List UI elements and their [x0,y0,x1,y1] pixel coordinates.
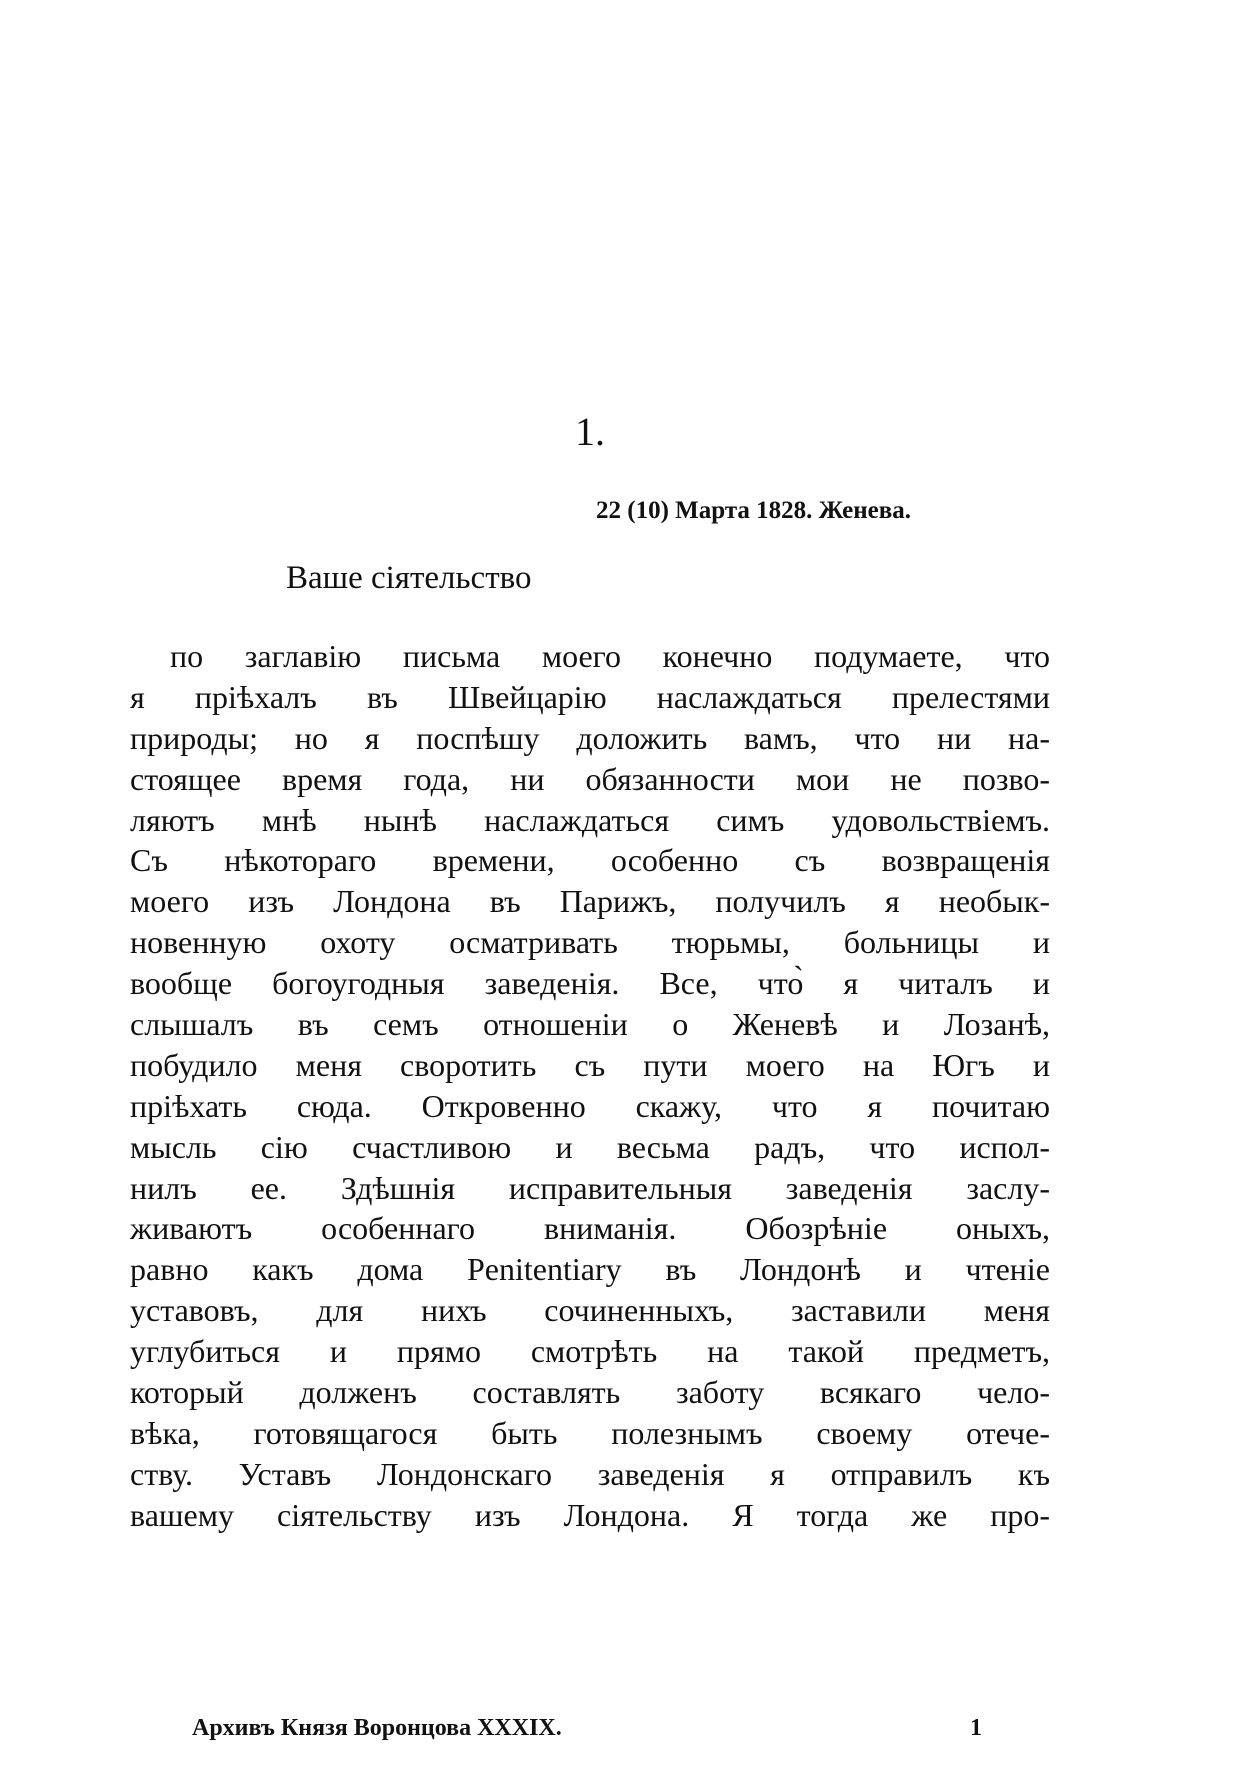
body-line: который долженъ составлять заботу всякаго чело- [130,1374,1050,1411]
body-line: слышалъ въ семъ отношеніи о Женевѣ и Лозанѣ, [130,1006,1050,1043]
body-line: ству. Уставъ Лондонскаго заведенія я отправилъ къ [130,1455,1050,1492]
body-line: вѣка, готовящагося быть полезнымъ своему отече- [130,1414,1050,1451]
body-line: по заглавію письма моего конечно подумаете, что [170,638,1050,674]
letter-salutation: Ваше сіятельство [286,560,532,596]
body-line: равно какъ дома Penitentiary въ Лондонѣ и чтеніе [130,1251,1050,1288]
footer-title: Архивъ Князя Воронцова XXXIX. [192,1715,562,1741]
footer-signature-mark: 1 [970,1715,982,1741]
body-line: углубиться и прямо смотрѣть на такой предметъ, [130,1333,1050,1370]
body-line: новенную охоту осматривать тюрьмы, больницы и [130,924,1050,961]
body-line: вашему сіятельству изъ Лондона. Я тогда же про- [130,1496,1050,1533]
letter-body [130,636,1050,1536]
body-line: побудило меня своротить съ пути моего на Югъ и [130,1046,1050,1083]
body-line: вообще богоугодныя заведенія. Все, что̀ я читалъ и [130,965,1050,1002]
body-line: природы; но я поспѣшу доложить вамъ, что ни на- [130,719,1050,756]
body-line: я пріѣхалъ въ Швейцарію наслаждаться прелестями [130,678,1050,715]
body-line: стоящее время года, ни обязанности мои не позво- [130,760,1050,797]
body-line: живаютъ особеннаго вниманія. Обозрѣніе оныхъ, [130,1210,1050,1247]
body-line: мысль сію счастливою и весьма радъ, что испол- [130,1128,1050,1165]
letter-dateline: 22 (10) Марта 1828. Женева. [596,497,911,524]
body-line: нилъ ее. Здѣшнія исправительныя заведенія заслу- [130,1169,1050,1206]
letter-number: 1. [575,409,605,454]
page-footer [0,1712,1259,1744]
body-line: пріѣхать сюда. Откровенно скажу, что я почитаю [130,1087,1050,1124]
body-line: Съ нѣкотораго времени, особенно съ возвращенія [130,842,1050,879]
body-line: моего изъ Лондона въ Парижъ, получилъ я необык- [130,883,1050,920]
body-line: уставовъ, для нихъ сочиненныхъ, заставили меня [130,1292,1050,1329]
body-line: ляютъ мнѣ нынѣ наслаждаться симъ удовольствіемъ. [130,801,1050,838]
